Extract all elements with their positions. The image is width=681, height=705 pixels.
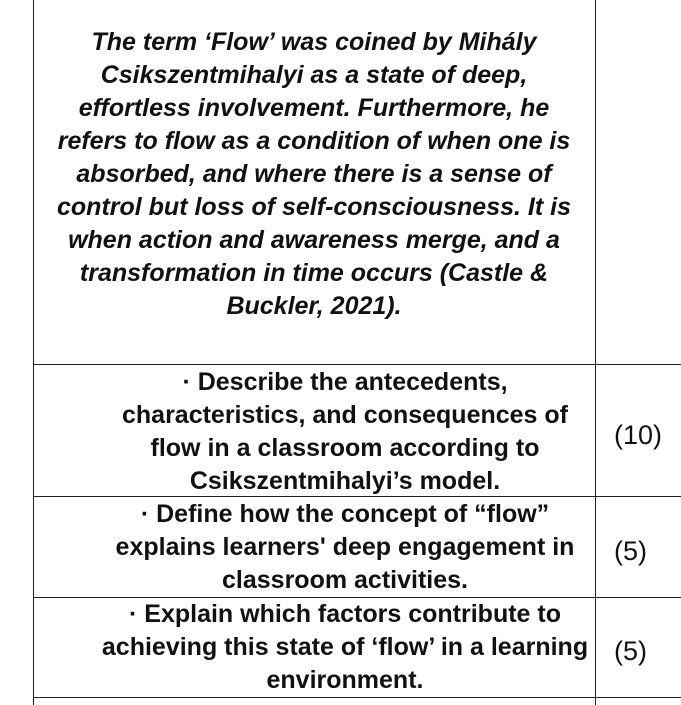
table-column-divider xyxy=(595,0,596,705)
task-2-marks: (5) xyxy=(614,536,647,566)
task-1-marks: (10) xyxy=(614,420,663,450)
bullet-icon: · xyxy=(129,600,138,628)
table-left-border xyxy=(33,0,34,705)
task-2 xyxy=(100,498,590,597)
task-3-text: Explain which factors contribute to achieving this state of ‘flow’ in a learning environment. xyxy=(101,600,589,694)
task-1 xyxy=(100,366,590,498)
row-divider xyxy=(33,697,681,698)
task-3-marks: (5) xyxy=(614,636,647,666)
intro-paragraph: The term ‘Flow’ was coined by Mihály Csikszentmihalyi as a state of deep, effortless involvement. Furthermore, he refers to flow as a condition of when one is absorbed, and where there is a sense of control but loss of self-consciousness. It is when action and awareness merge, and a transformation in time occurs (Castle & Buckler, 2021). xyxy=(57,28,571,320)
row-divider xyxy=(33,364,681,365)
task-1-text: Describe the antecedents, characteristics, and consequences of flow in a classroom according to Csikszentmihalyi’s model. xyxy=(121,368,568,495)
bullet-icon: · xyxy=(140,500,150,528)
task-3 xyxy=(100,598,590,697)
bullet-icon: · xyxy=(182,368,191,396)
task-2-text: Define how the concept of “flow” explains learners' deep engagement in classroom activities. xyxy=(115,500,575,594)
